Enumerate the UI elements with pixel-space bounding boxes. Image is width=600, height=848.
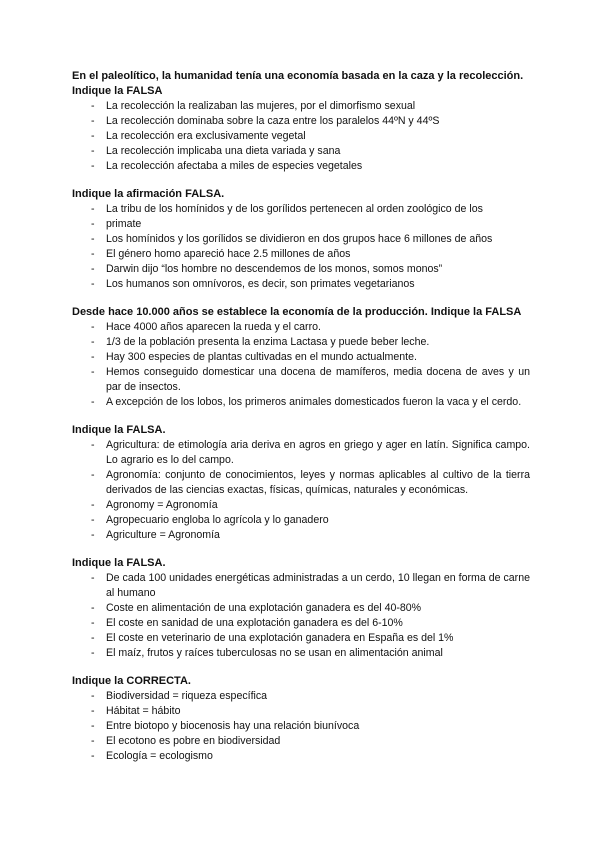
question-block (72, 674, 530, 764)
answer-options-list (72, 571, 530, 661)
answer-options-list (72, 99, 530, 174)
answer-option: - De cada 100 unidades energéticas administradas a un cerdo, 10 llegan en forma de carne al humano (72, 571, 530, 601)
answer-option: - Los humanos son omnívoros, es decir, son primates vegetarianos (72, 277, 530, 292)
answer-option: - Hábitat = hábito (72, 704, 530, 719)
question-heading: Desde hace 10.000 años se establece la economía de la producción. Indique la FALSA (72, 306, 522, 318)
answer-option: - Coste en alimentación de una explotación ganadera es del 40-80% (72, 601, 530, 616)
question-heading: Indique la FALSA. (72, 557, 166, 569)
question-heading: Indique la afirmación FALSA. (72, 188, 225, 200)
answer-option: - Biodiversidad = riqueza específica (72, 689, 530, 704)
answer-option: - Ecología = ecologismo (72, 749, 530, 764)
answer-option: - Agropecuario engloba lo agrícola y lo ganadero (72, 513, 530, 528)
answer-options-list (72, 438, 530, 543)
answer-option: - Los homínidos y los gorílidos se dividieron en dos grupos hace 6 millones de años (72, 232, 530, 247)
answer-option: - La tribu de los homínidos y de los gorílidos pertenecen al orden zoológico de los (72, 202, 530, 217)
answer-option: - El coste en sanidad de una explotación ganadera es del 6-10% (72, 616, 530, 631)
answer-option: - Agronomía: conjunto de conocimientos, leyes y normas aplicables al cultivo de la tierra derivados de las ciencias exactas, físicas, químicas, naturales y económicas. (72, 468, 530, 498)
answer-option: - Hemos conseguido domesticar una docena de mamíferos, media docena de aves y un par de insectos. (72, 365, 530, 395)
answer-option: - La recolección afectaba a miles de especies vegetales (72, 159, 530, 174)
question-block (72, 556, 530, 661)
answer-option: - El género homo apareció hace 2.5 millones de años (72, 247, 530, 262)
answer-option: - La recolección era exclusivamente vegetal (72, 129, 530, 144)
answer-option: - Agriculture = Agronomía (72, 528, 530, 543)
answer-option: - La recolección dominaba sobre la caza entre los paralelos 44ºN y 44ºS (72, 114, 530, 129)
answer-options-list (72, 202, 530, 292)
document-body (72, 69, 530, 777)
answer-options-list (72, 689, 530, 764)
question-block (72, 69, 530, 174)
answer-option: - El maíz, frutos y raíces tuberculosas no se usan en alimentación animal (72, 646, 530, 661)
answer-option: - Darwin dijo “los hombre no descendemos de los monos, somos monos” (72, 262, 530, 277)
question-block (72, 187, 530, 292)
answer-option: - primate (72, 217, 530, 232)
question-heading: En el paleolítico, la humanidad tenía una economía basada en la caza y la recolección. (72, 70, 524, 82)
answer-option: - El coste en veterinario de una explotación ganadera en España es del 1% (72, 631, 530, 646)
answer-option: - El ecotono es pobre en biodiversidad (72, 734, 530, 749)
answer-option: - Agricultura: de etimología aria deriva en agros en griego y ager en latín. Significa campo. Lo agrario es lo del campo. (72, 438, 530, 468)
question-prompt: Indique la FALSA (72, 85, 163, 97)
question-block (72, 423, 530, 543)
question-heading: Indique la CORRECTA. (72, 675, 191, 687)
question-block (72, 305, 530, 410)
answer-option: - A excepción de los lobos, los primeros animales domesticados fueron la vaca y el cerdo. (72, 395, 530, 410)
answer-option: - Hace 4000 años aparecen la rueda y el carro. (72, 320, 530, 335)
answer-option: - La recolección implicaba una dieta variada y sana (72, 144, 530, 159)
question-heading: Indique la FALSA. (72, 424, 166, 436)
answer-option: - Entre biotopo y biocenosis hay una relación biunívoca (72, 719, 530, 734)
answer-options-list (72, 320, 530, 410)
answer-option: - La recolección la realizaban las mujeres, por el dimorfismo sexual (72, 99, 530, 114)
answer-option: - Agronomy = Agronomía (72, 498, 530, 513)
answer-option: - 1/3 de la población presenta la enzima Lactasa y puede beber leche. (72, 335, 530, 350)
answer-option: - Hay 300 especies de plantas cultivadas en el mundo actualmente. (72, 350, 530, 365)
